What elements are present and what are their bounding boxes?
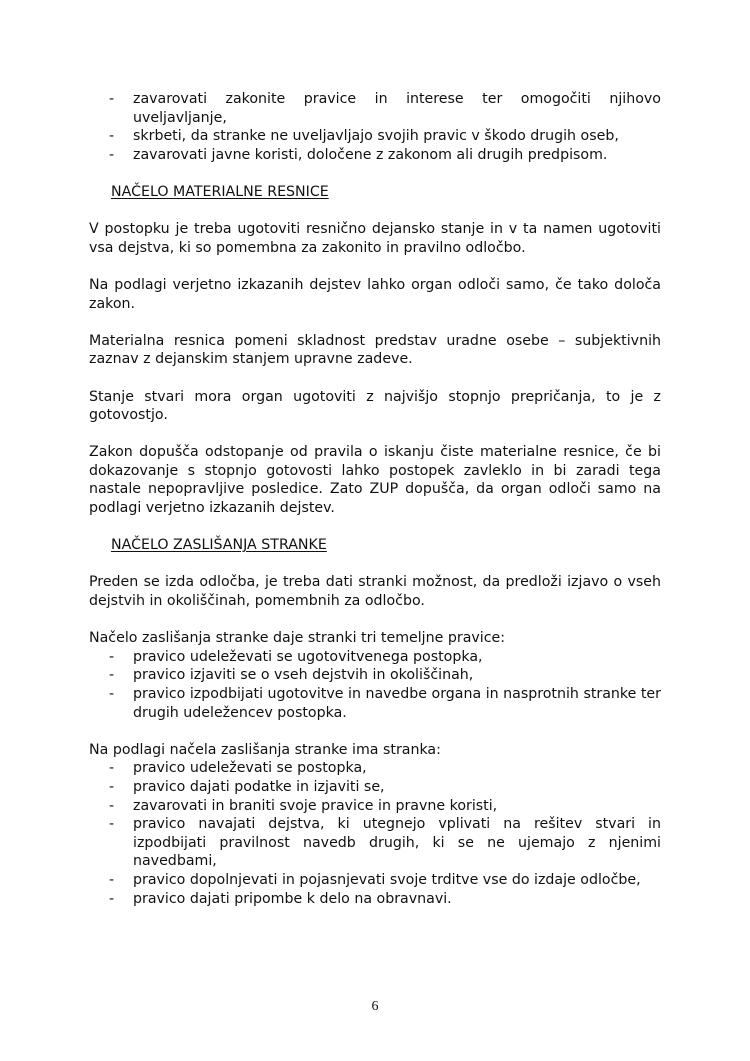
- list-item: - pravico dajati podatke in izjaviti se,: [133, 778, 661, 797]
- list-item: - pravico dopolnjevati in pojasnjevati svoje trditve vse do izdaje odločbe,: [133, 871, 661, 890]
- top-list: [89, 90, 661, 164]
- paragraph: Zakon dopušča odstopanje od pravila o iskanju čiste materialne resnice, če bi dokazovanje s stopnjo gotovosti lahko postopek zavleklo in bi zaradi tega nastale nepopravljive posledice. Zato ZUP dopušča, da organ odloči samo na podlagi verjetno izkazanih dejstev.: [89, 444, 661, 517]
- paragraph: Na podlagi verjetno izkazanih dejstev lahko organ odloči samo, če tako določa zakon.: [89, 276, 661, 312]
- list-item: - pravico udeleževati se ugotovitvenega postopka,: [133, 648, 661, 667]
- paragraph: Stanje stvari mora organ ugotoviti z najvišjo stopnjo prepričanja, to je z gotovostjo.: [89, 388, 661, 424]
- page-number: 6: [371, 999, 379, 1014]
- page-content: [89, 90, 661, 908]
- section-heading-material-truth: NAČELO MATERIALNE RESNICE: [111, 183, 329, 200]
- list-intro: Načelo zaslišanja stranke daje stranki tri temeljne pravice:: [89, 630, 506, 647]
- paragraph: Materialna resnica pomeni skladnost predstav uradne osebe – subjektivnih zaznav z dejanskim stanjem upravne zadeve.: [89, 332, 661, 368]
- list-item: - skrbeti, da stranke ne uveljavljajo svojih pravic v škodo drugih oseb,: [133, 127, 661, 146]
- rights-list: [89, 648, 661, 722]
- list-item: - pravico navajati dejstva, ki utegnejo vplivati na rešitev stvari in izpodbijati pravilnost navedb drugih, ki se ne ujemajo z njenimi navedbami,: [133, 815, 661, 871]
- section-heading-hearing: NAČELO ZASLIŠANJA STRANKE: [111, 537, 327, 554]
- list-item: - pravico udeleževati se postopka,: [133, 759, 661, 778]
- list-item: - pravico izjaviti se o vseh dejstvih in okoliščinah,: [133, 666, 661, 685]
- list-item: - pravico izpodbijati ugotovitve in navedbe organa in nasprotnih stranke ter drugih udeležencev postopka.: [133, 685, 661, 722]
- list-item: - pravico dajati pripombe k delo na obravnavi.: [133, 890, 661, 909]
- list-intro: Na podlagi načela zaslišanja stranke ima stranka:: [89, 741, 441, 758]
- list-item: - zavarovati zakonite pravice in interese ter omogočiti njihovo uveljavljanje,: [133, 90, 661, 127]
- party-rights-list: [89, 759, 661, 908]
- paragraph: V postopku je treba ugotoviti resnično dejansko stanje in v ta namen ugotoviti vsa dejstva, ki so pomembna za zakonito in pravilno odločbo.: [89, 221, 661, 256]
- list-item: - zavarovati in braniti svoje pravice in pravne koristi,: [133, 797, 661, 816]
- paragraph: Preden se izda odločba, je treba dati stranki možnost, da predloži izjavo o vseh dejstvih in okoliščinah, pomembnih za odločbo.: [89, 574, 661, 610]
- list-item: - zavarovati javne koristi, določene z zakonom ali drugih predpisom.: [133, 146, 661, 165]
